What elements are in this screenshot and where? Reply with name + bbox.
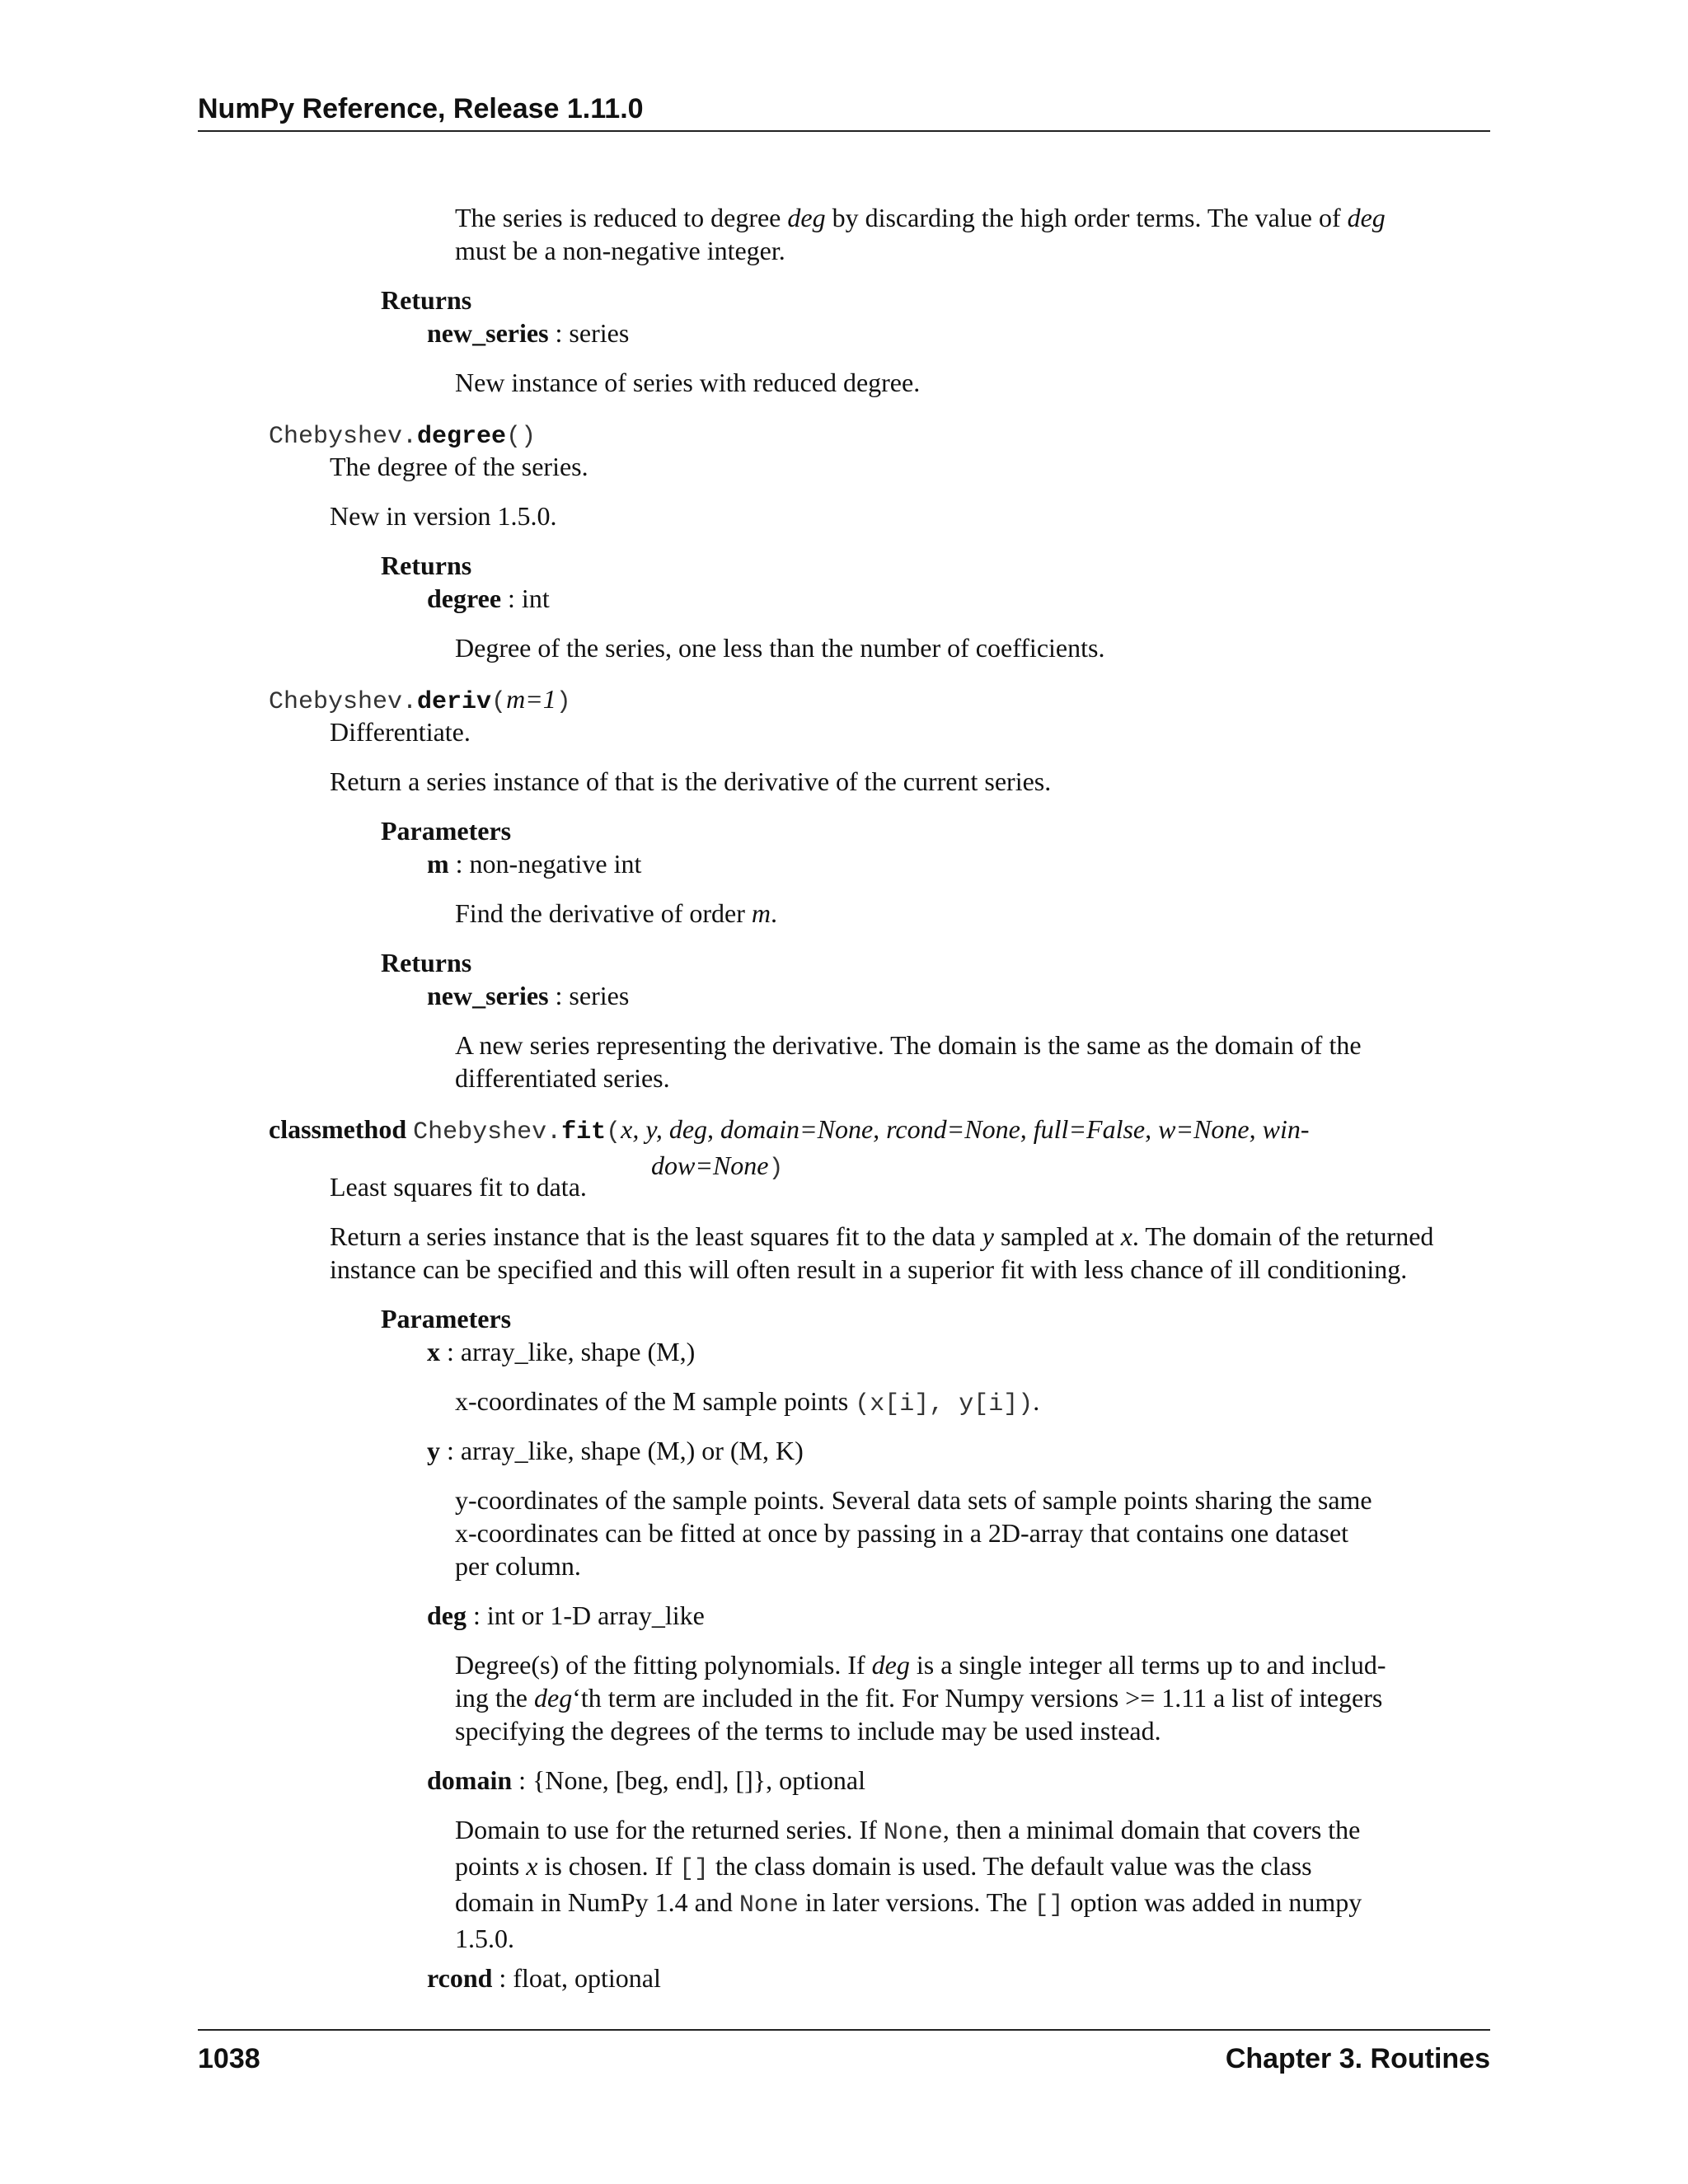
returns-heading: Returns [381,551,472,580]
page-number: 1038 [198,2043,260,2074]
method-signature-degree: Chebyshev.degree() [269,423,537,451]
parameters-heading: Parameters [381,1304,512,1333]
return-field: degree : int [427,583,550,613]
return-field: new_series : series [427,981,630,1010]
method-description: Return a series instance that is the least squares fit to the data y sampled at x. The domain of the returned instance can be specified and this will often result in a superior fit with less chance of ill conditioning. [330,1221,1434,1284]
return-description: Degree of the series, one less than the number of coefficients. [455,633,1105,663]
param-field: m : non-negative int [427,849,642,879]
footer-rule [198,2029,1490,2031]
chapter-title: Chapter 3. Routines [1225,2043,1490,2074]
return-description: A new series representing the derivative. The domain is the same as the domain of the differentiated series. [455,1030,1362,1093]
param-field-deg: deg : int or 1-D array_like [427,1601,705,1630]
return-description: New instance of series with reduced degree. [455,368,921,397]
running-header: NumPy Reference, Release 1.11.0 [198,93,644,124]
param-field-rcond: rcond : float, optional [427,1963,661,1993]
method-signature-fit: classmethod Chebyshev.fit(x, y, deg, domain=None, rcond=None, full=False, w=None, win- dow=None) [269,1114,1310,1183]
param-field-x: x : array_like, shape (M,) [427,1337,696,1366]
param-field-domain: domain : {None, [beg, end], []}, optional [427,1765,865,1795]
truncate-description: The series is reduced to degree deg by discarding the high order terms. The value of deg must be a non-negative integer. [455,203,1386,265]
param-description-y: y-coordinates of the sample points. Several data sets of sample points sharing the same x-coordinates can be fitted at once by passing in a 2D-array that contains one dataset per column. [455,1485,1372,1581]
returns-heading: Returns [381,948,472,977]
header-rule [198,130,1490,132]
method-summary: The degree of the series. [330,452,588,481]
param-description-x: x-coordinates of the M sample points (x[i], y[i]). [455,1386,1040,1418]
version-note: New in version 1.5.0. [330,501,557,531]
returns-heading: Returns [381,285,472,315]
param-field-y: y : array_like, shape (M,) or (M, K) [427,1436,804,1465]
method-description: Return a series instance of that is the derivative of the current series. [330,766,1052,796]
method-summary: Least squares fit to data. [330,1172,587,1202]
method-signature-deriv: Chebyshev.deriv(m=1) [269,684,571,716]
method-summary: Differentiate. [330,717,471,747]
param-description-domain: Domain to use for the returned series. If None, then a minimal domain that covers the points x is chosen. If [] the class domain is used. The default value was the class domain in NumPy 1.4 and None in later versions. The [] option was added in numpy 1.5.0. [455,1815,1362,1953]
return-field: new_series : series [427,318,630,348]
parameters-heading: Parameters [381,816,512,846]
param-description-deg: Degree(s) of the fitting polynomials. If deg is a single integer all terms up to and includ- ing the deg‘th term are included in the fit. For Numpy versions >= 1.11 a list of integers specifying the degrees of the terms to include may be used instead. [455,1650,1386,1746]
param-description: Find the derivative of order m. [455,898,777,928]
